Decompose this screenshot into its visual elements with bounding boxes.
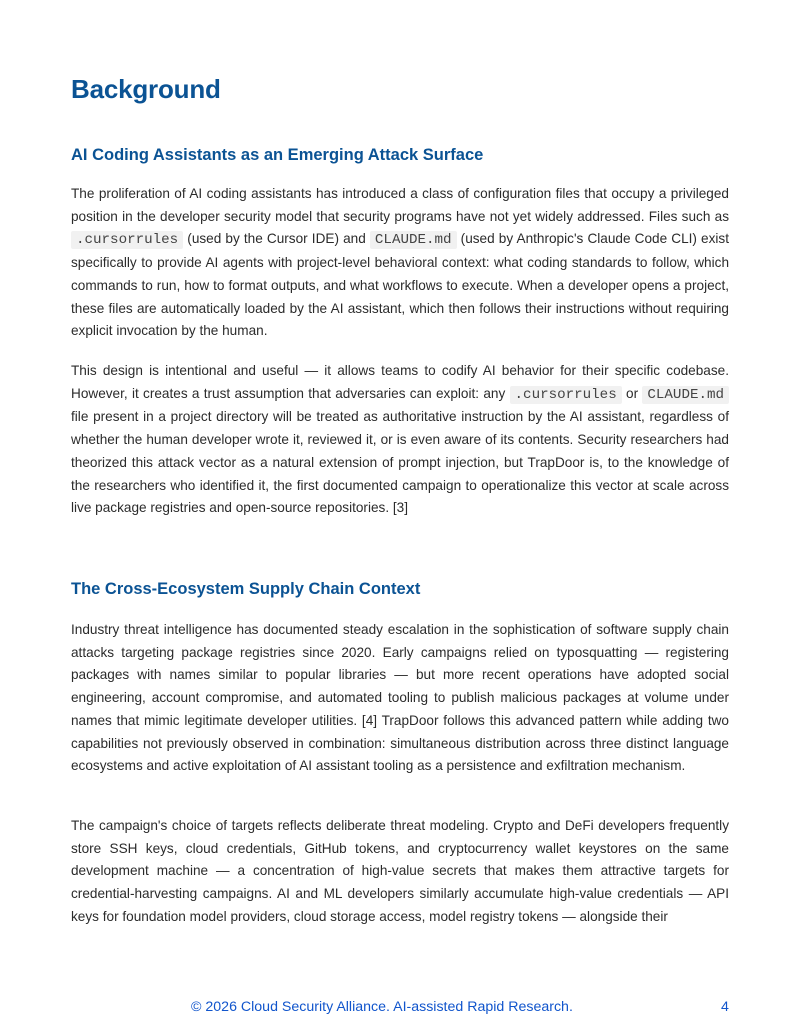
- paragraph-2-text-a: This design is intentional and useful — it allows teams to codify AI behavior for their specific codebase. However, it creates a trust assumption that adversaries can exploit: any: [71, 363, 729, 401]
- paragraph-2-text-c: file present in a project directory will be treated as authoritative instruction by the AI assistant, regardless of whether the human developer wrote it, reviewed it, or is even aware of its contents. Security researchers had theorized this attack vector as a natural extension of prompt injection, but TrapDoor is, to the knowledge of the researchers who identified it, the first documented campaign to operationalize this vector at scale across live package registries and open-source repositories. [3]: [71, 409, 729, 516]
- code-cursorrules: .cursorrules: [71, 231, 183, 249]
- paragraph-3: Industry threat intelligence has documented steady escalation in the sophistication of software supply chain attacks targeting package registries since 2020. Early campaigns relied on typosquatting — registering packages with names similar to popular libraries — but more recent operations have adopted social engineering, account compromise, and automated tooling to publish malicious packages at volume under names that mimic legitimate developer utilities. [4] TrapDoor follows this advanced pattern while adding two capabilities not previously observed in combination: simultaneous distribution across three distinct language ecosystems and active exploitation of AI assistant tooling as a persistence and exfiltration mechanism.: [71, 622, 729, 774]
- paragraph-1-text-b: (used by the Cursor IDE) and: [183, 231, 370, 247]
- footer-copyright: © 2026 Cloud Security Alliance. AI-assisted Rapid Research.: [191, 999, 573, 1015]
- paragraph-2: [71, 360, 729, 520]
- paragraph-1: [71, 183, 729, 343]
- section-heading-ai-coding-assistants: AI Coding Assistants as an Emerging Attack Surface: [71, 146, 484, 164]
- paragraph-2-text-b: or: [621, 385, 643, 401]
- section-heading-supply-chain-context: The Cross-Ecosystem Supply Chain Context: [71, 580, 421, 598]
- page-number: 4: [721, 999, 729, 1015]
- code-claude-md: CLAUDE.md: [642, 386, 729, 404]
- code-cursorrules: .cursorrules: [510, 386, 622, 404]
- page-title: Background: [71, 74, 221, 104]
- paragraph-1-text-a: The proliferation of AI coding assistants has introduced a class of configuration files that occupy a privileged position in the developer security model that security programs have not yet widely addressed. Files such as: [71, 186, 729, 224]
- paragraph-1-text-c: (used by Anthropic's Claude Code CLI) exist specifically to provide AI agents with project-level behavioral context: what coding standards to follow, which commands to run, how to format outputs, and what workflows to execute. When a developer opens a project, these files are automatically loaded by the AI assistant, which then follows their instructions without requiring explicit invocation by the human.: [71, 231, 730, 339]
- paragraph-4: The campaign's choice of targets reflects deliberate threat modeling. Crypto and DeFi developers frequently store SSH keys, cloud credentials, GitHub tokens, and cryptocurrency wallet keystores on the same development machine — a concentration of high-value secrets that makes them attractive targets for credential-harvesting campaigns. AI and ML developers similarly accumulate high-value credentials — API keys for foundation model providers, cloud storage access, model registry tokens — alongside their: [71, 818, 729, 924]
- code-claude-md: CLAUDE.md: [370, 231, 457, 249]
